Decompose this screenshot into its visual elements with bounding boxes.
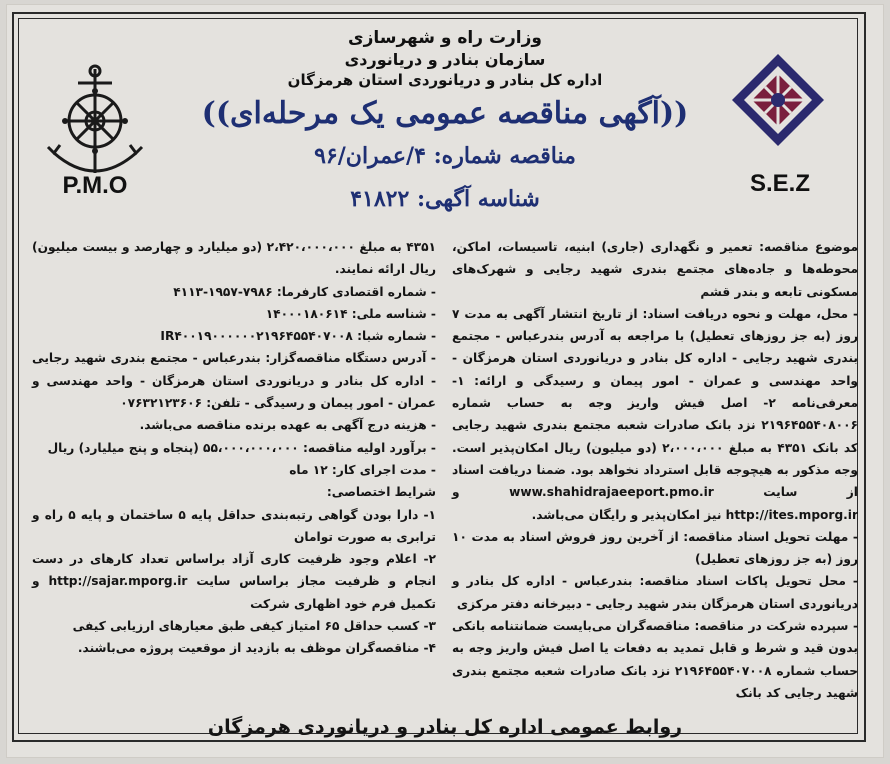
special-conditions-heading: شرایط اختصاصی: [326, 485, 436, 500]
department-name: اداره کل بنادر و دریانوردی استان هرمزگان [287, 71, 603, 89]
condition-3: ۳- کسب حداقل ۶۵ امتیاز کیفی طبق معیارهای ارزیابی کیفی [72, 619, 436, 634]
employer-address: - آدرس دستگاه مناقصه‌گزار: بندرعباس - مجتمع بندری شهید رجایی - اداره کل بنادر و دریانوردی استان هرمزگان - واحد مهندسی و عمران - امور پیمان و رسیدگی - تلفن: ۰۷۶۳۲۱۲۳۶۰۶ [32, 351, 436, 411]
bid-bond-amount: ۴۳۵۱ به مبلغ ۲،۴۲۰،۰۰۰،۰۰۰ (دو میلیارد و چهارصد و بیست میلیون) ریال ارائه نمایند. [32, 240, 436, 277]
document-delivery-deadline: - مهلت تحویل اسناد مناقصه: از آخرین روز فروش اسناد به مدت ۱۰ روز (به جز روزهای تعطیل) [452, 529, 858, 567]
pmo-logo-text: P.M.O [62, 172, 128, 199]
bid-bond-info: - سپرده شرکت در مناقصه: مناقصه‌گران می‌بایست ضمانتنامه بانکی بدون قید و شرط و قابل تمدید به دفعات یا اصل فیش واریز وجه به حساب شماره ۲۱۹۶۴۵۵۴۰۷۰۰۸ نزد بانک صادرات شعبه مجتمع بندری شهید رجایی کد بانک [452, 619, 859, 700]
national-id: - شناسه ملی: ۱۴۰۰۰۱۸۰۶۱۴ [265, 306, 436, 321]
condition-1: ۱- دارا بودن گواهی رتبه‌بندی حداقل پایه ۵ ساختمان و پایه ۵ راه و ترابری به صورت توامان [32, 507, 436, 544]
ad-identifier: شناسه آگهی: ۴۱۸۲۲ [350, 186, 540, 212]
initial-estimate: - برآورد اولیه مناقصه: ۵۵،۰۰۰،۰۰۰،۰۰۰ (پنجاه و پنج میلیارد) ریال [47, 440, 436, 455]
tender-subject: موضوع مناقصه: تعمیر و نگهداری (جاری) ابنیه، تاسیسات، اماکن، محوطه‌ها و جاده‌های مجتمع بندری شهید رجایی و شهرک‌های مسکونی تابعه و بندر قشم [452, 240, 858, 299]
sez-logo-text: S.E.Z [749, 170, 810, 197]
organization-name: سازمان بنادر و دریانوردی [344, 50, 546, 69]
document-receipt-info: - محل، مهلت و نحوه دریافت اسناد: از تاریخ انتشار آگهی به مدت ۷ روز (به جز روزهای تعطیل) با مراجعه به آدرس بندرعباس - مجتمع بندری شهید رجایی - اداره کل بنادر و دریانوردی استان هرمزگان - واحد مهندسی و عمران - امور پیمان و رسیدگی و ارائه: ۱- معرفی‌نامه ۲- اصل فیش واریز وجه به حساب شماره ۲۱۹۶۴۵۵۴۰۸۰۰۶ نزد بانک صادرات شعبه مجتمع بندری شهید رجایی کد بانک ۴۳۵۱ به مبلغ ۲،۰۰۰،۰۰۰ (دو میلیون) ریال امکان‌پذیر است. وجه مذکور به هیچوجه قابل استرداد نخواهد بود. ضمنا دریافت اسناد از سایت www.shahidrajaeeport.pmo.ir و http://ites.mporg.ir نیز امکان‌پذیر و رایگان می‌باشد. [452, 306, 859, 522]
sheba-number: - شماره شبا: IR۴۰۰۱۹۰۰۰۰۰۰۲۱۹۶۴۵۵۴۰۷۰۰۸ [160, 329, 436, 344]
envelope-delivery-place: - محل تحویل پاکات اسناد مناقصه: بندرعباس - اداره کل بنادر و دریانوردی استان هرمزگان بندر شهید رجایی - دبیرخانه دفتر مرکزی [452, 574, 858, 611]
ad-title: ((آگهی مناقصه عمومی یک مرحله‌ای)) [201, 96, 689, 131]
condition-4: ۴- مناقصه‌گران موظف به بازدید از موقعیت پروژه می‌باشند. [77, 641, 436, 656]
tender-number: مناقصه شماره: ۴/عمران/۹۶ [314, 143, 576, 169]
project-duration: - مدت اجرای کار: ۱۲ ماه [289, 462, 436, 477]
left-text-column [32, 236, 436, 660]
ministry-name: وزارت راه و شهرسازی [347, 28, 542, 48]
right-text-column [452, 236, 858, 704]
condition-2: ۲- اعلام وجود ظرفیت کاری آزاد براساس تعداد کارهای در دست انجام و ظرفیت مجاز براساس سایت http://sajar.mporg.ir و تکمیل فرم خود اظهاری شرکت [32, 552, 436, 611]
ad-cost-note: - هزینه درج آگهی به عهده برنده مناقصه می‌باشد. [139, 418, 436, 433]
economic-number: - شماره اقتصادی کارفرما: ۷۹۸۶-۱۹۵۷-۴۱۱۳ [173, 284, 436, 299]
public-relations-footer: روابط عمومی اداره کل بنادر و دریانوردی هرمزگان [207, 716, 683, 738]
